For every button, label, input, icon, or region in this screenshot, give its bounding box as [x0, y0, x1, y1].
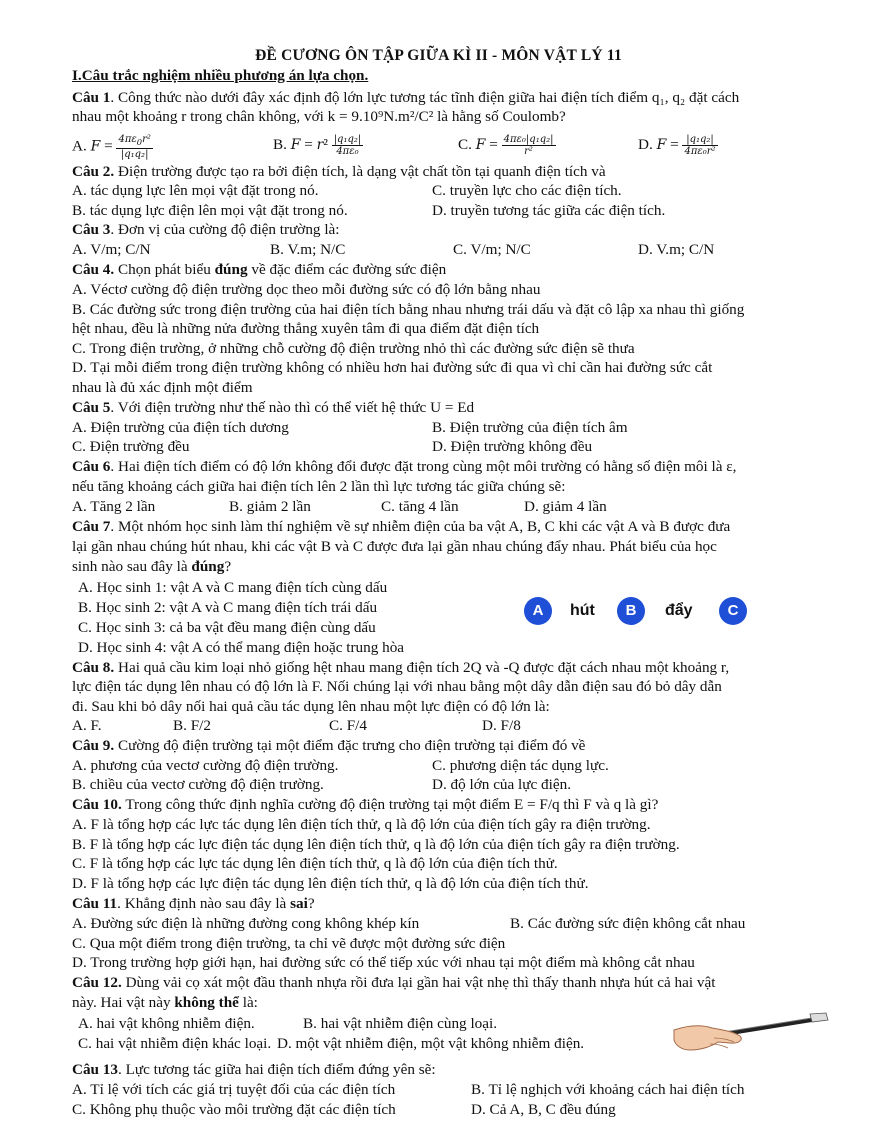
question-9-options-2: [72, 775, 822, 794]
option-a: A. Điện trường của điện tích dương: [72, 419, 289, 436]
option-c: C. truyền lực cho các điện tích.: [432, 182, 622, 199]
question-6-cont: nếu tăng khoảng cách giữa hai điện tích lên 2 lần thì lực tương tác giữa chúng sẽ:: [72, 478, 566, 495]
option-a: A. Tỉ lệ với tích các giá trị tuyệt đối của các điện tích: [72, 1081, 396, 1098]
question-text: . Công thức nào dưới đây xác định độ lớn lực tương tác tĩnh điện giữa hai điện tích điểm q₁, q₂ đặt cách: [110, 89, 740, 106]
option-a: A. phương của vectơ cường độ điện trường.: [72, 757, 339, 774]
option-c: C. Qua một điểm trong điện trường, ta chỉ vẽ được một đường sức điện: [72, 935, 506, 952]
option-c: C. V/m; N/C: [453, 241, 531, 258]
option-c: C. Không phụ thuộc vào môi trường đặt các điện tích: [72, 1101, 396, 1118]
question-7-cont: lại gần nhau chúng hút nhau, khi các vật B và C được đưa lại gần nhau chúng đẩy nhau. Phát biểu của học: [72, 538, 717, 555]
option-b: B. Các đường sức trong điện trường của hai điện tích bằng nhau nhưng trái dấu và đặt cô lập xa nhau thì giống: [72, 301, 745, 318]
option-d: D. Trong trường hợp giới hạn, hai đường sức có thể tiếp xúc với nhau tại một điểm mà không cắt nhau: [72, 954, 695, 971]
option-a: A. F = $\frac{4\pi\varepsilon_0r^2}{\text{|q₁q₂|}}$: [72, 134, 151, 160]
question-12: Câu 12. Dùng vải cọ xát một đầu thanh nhựa rồi đưa lại gần hai vật nhẹ thì thấy thanh nhựa hút cả hai vật: [72, 974, 716, 991]
option-d: D. giảm 4 lần: [524, 498, 607, 515]
question-12-options-2: [78, 1034, 658, 1053]
option-d: D. V.m; C/N: [638, 241, 715, 258]
option-d: D. Học sinh 4: vật A có thể mang điện hoặc trung hòa: [78, 639, 405, 656]
option-b: B. Học sinh 2: vật A và C mang điện tích trái dấu: [78, 599, 378, 616]
question-13-options-1: [72, 1080, 822, 1099]
option-d: D. F = $\frac{\text{|q₁q₂|}}{\text{4πε₀r²}}$: [638, 134, 716, 157]
question-13: Câu 13. Lực tương tác giữa hai điện tích điểm đứng yên sẽ:: [72, 1061, 436, 1078]
option-a: A. V/m; C/N: [72, 241, 151, 258]
hand-rubbing-rod-illustration: [672, 1010, 832, 1056]
attract-label: hút: [570, 602, 595, 619]
option-b: B. F = r² $\frac{\text{|q₁q₂|}}{\text{4πε₀}}$: [273, 134, 362, 157]
option-d: D. độ lớn của lực điện.: [432, 776, 571, 793]
option-b: B. giảm 2 lần: [229, 498, 311, 515]
repel-label: đẩy: [665, 602, 693, 619]
question-12-options-1: [78, 1014, 638, 1033]
option-c: C. Trong điện trường, ở những chỗ cường độ điện trường nhỏ thì các đường sức điện sẽ thưa: [72, 340, 635, 357]
option-c: C. F là tổng hợp các lực tác dụng lên điện tích thử, q là độ lớn của điện tích thử.: [72, 855, 558, 872]
option-d: D. Điện trường không đều: [432, 438, 593, 455]
question-5-options-2: [72, 437, 822, 456]
option-c: C. F = $\frac{\text{4πε₀|q₁q₂|}}{\text{r²}}$: [458, 134, 554, 157]
object-c-badge: C: [719, 597, 747, 625]
option-b-cont: hệt nhau, đều là những nửa đường thẳng xuyên tâm đi qua điểm đặt điện tích: [72, 320, 540, 337]
option-c: C. Học sinh 3: cả ba vật đều mang điện cùng dấu: [78, 619, 376, 636]
question-1-cont: nhau một khoảng r trong chân không, với k = 9.10⁹N.m²/C² là hằng số Coulomb?: [72, 108, 566, 125]
question-5: Câu 5. Với điện trường như thế nào thì có thể viết hệ thức U = Ed: [72, 399, 475, 416]
option-b: B. V.m; N/C: [270, 241, 346, 258]
option-d: D. truyền tương tác giữa các điện tích.: [432, 202, 666, 219]
question-8-cont2: đi. Sau khi bỏ dây nối hai quả cầu tác dụng lên nhau một lực điện có độ lớn là:: [72, 698, 550, 715]
question-9-options-1: [72, 756, 822, 775]
option-d-cont: nhau là đủ xác định một điểm: [72, 379, 253, 396]
section-heading: I.Câu trắc nghiệm nhiều phương án lựa chọn.: [72, 67, 369, 84]
option-b: B. Tỉ lệ nghịch với khoảng cách hai điện tích: [471, 1081, 745, 1098]
option-c: C. hai vật nhiễm điện khác loại.: [78, 1035, 272, 1052]
question-6: Câu 6. Hai điện tích điểm có độ lớn không đổi được đặt trong cùng một môi trường có hằng số điện môi là ε,: [72, 458, 737, 475]
option-a: A. Véctơ cường độ điện trường dọc theo mỗi đường sức có độ lớn bằng nhau: [72, 281, 541, 298]
question-2-options-1: [72, 181, 822, 200]
option-b: B. tác dụng lực điện lên mọi vật đặt trong nó.: [72, 202, 348, 219]
question-label: Câu 1: [72, 89, 111, 106]
question-10: Câu 10. Trong công thức định nghĩa cường độ điện trường tại một điểm E = F/q thì F và q là gì?: [72, 796, 659, 813]
question-7: Câu 7. Một nhóm học sinh làm thí nghiệm về sự nhiễm điện của ba vật A, B, C khi các vật A và B được đưa: [72, 518, 731, 535]
option-a: A. Đường sức điện là những đường cong không khép kín: [72, 915, 420, 932]
option-c: C. F/4: [329, 717, 367, 734]
question-5-options-1: [72, 418, 822, 437]
question-7-cont2: sinh nào sau đây là đúng?: [72, 558, 232, 575]
option-b: B. hai vật nhiễm điện cùng loại.: [303, 1015, 498, 1032]
object-a-badge: A: [524, 597, 552, 625]
question-11-options-1: [72, 914, 822, 933]
option-a: A. hai vật không nhiễm điện.: [78, 1015, 255, 1032]
document-title: ĐỀ CƯƠNG ÔN TẬP GIỮA KÌ II - MÔN VẬT LÝ 11: [255, 47, 622, 64]
option-b: B. Các đường sức điện không cắt nhau: [510, 915, 746, 932]
option-c: C. tăng 4 lần: [381, 498, 459, 515]
option-a: A. F là tổng hợp các lực tác dụng lên điện tích thử, q là độ lớn của điện tích gây ra điện trường.: [72, 816, 651, 833]
option-a: A. Tăng 2 lần: [72, 498, 156, 515]
option-a: A. F.: [72, 717, 102, 734]
question-12-cont: này. Hai vật này không thể là:: [72, 994, 258, 1011]
question-2-options-2: [72, 201, 822, 220]
option-d: D. F là tổng hợp các lực điện tác dụng lên điện tích thử, q là độ lớn của điện tích thử.: [72, 875, 589, 892]
question-13-options-2: [72, 1100, 822, 1119]
option-a: A. Học sinh 1: vật A và C mang điện tích cùng dấu: [78, 579, 388, 596]
question-9: Câu 9. Cường độ điện trường tại một điểm đặc trưng cho điện trường tại điểm đó về: [72, 737, 586, 754]
question-11: Câu 11. Khẳng định nào sau đây là sai?: [72, 895, 315, 912]
option-b: B. F/2: [173, 717, 211, 734]
question-4: Câu 4. Chọn phát biểu đúng về đặc điểm các đường sức điện: [72, 261, 447, 278]
object-b-badge: B: [617, 597, 645, 625]
question-2: Câu 2. Điện trường được tạo ra bởi điện tích, là dạng vật chất tồn tại quanh điện tích và: [72, 163, 606, 180]
option-b: B. F là tổng hợp các lực điện tác dụng lên điện tích thử, q là độ lớn của điện tích gây ra điện trường.: [72, 836, 680, 853]
option-d: D. Cả A, B, C đều đúng: [471, 1101, 616, 1118]
question-8-options: [72, 716, 822, 735]
question-8-cont: lực điện tác dụng lên nhau có độ lớn là F. Nối chúng lại với nhau bằng một dây dẫn điện sau đó bỏ dây dẫn: [72, 678, 722, 695]
option-c: C. Điện trường đều: [72, 438, 190, 455]
option-d: D. Tại mỗi điểm trong điện trường không có nhiều hơn hai đường sức đi qua vì chỉ cần hai đường sức cắt: [72, 359, 713, 376]
option-c: C. phương diện tác dụng lực.: [432, 757, 609, 774]
option-b: B. Điện trường của điện tích âm: [432, 419, 628, 436]
question-3-options: [72, 240, 822, 259]
question-1: [72, 88, 739, 107]
question-3: Câu 3. Đơn vị của cường độ điện trường là:: [72, 221, 340, 238]
option-d: D. F/8: [482, 717, 521, 734]
option-d: D. một vật nhiễm điện, một vật không nhiễm điện.: [277, 1035, 585, 1052]
question-6-options: [72, 497, 822, 516]
option-a: A. tác dụng lực lên mọi vật đặt trong nó.: [72, 182, 319, 199]
option-b: B. chiều của vectơ cường độ điện trường.: [72, 776, 324, 793]
question-8: Câu 8. Hai quả cầu kim loại nhỏ giống hệt nhau mang điện tích 2Q và -Q được đặt cách nhau một khoảng r,: [72, 659, 730, 676]
